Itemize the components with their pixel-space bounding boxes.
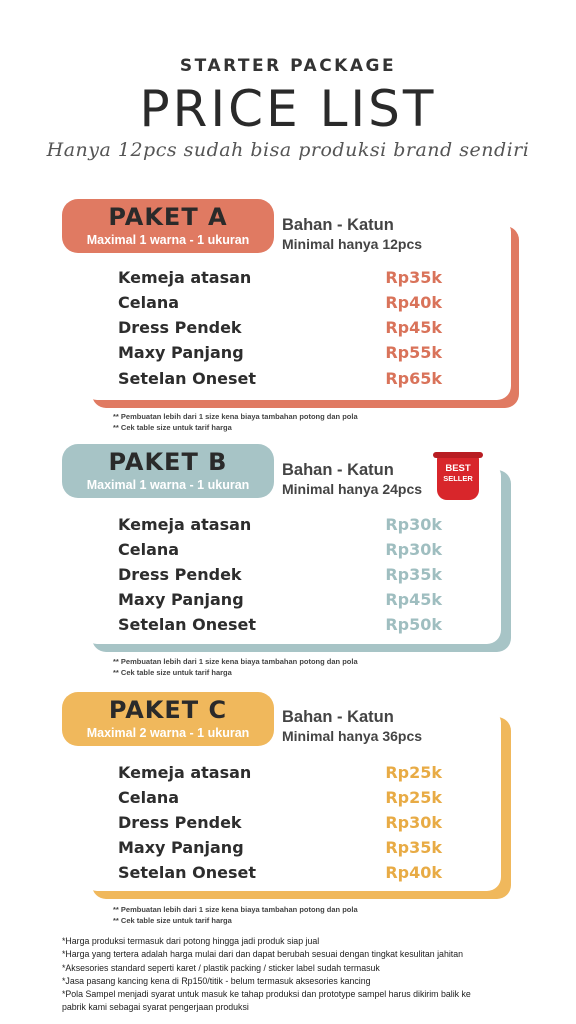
- list-item: [118, 813, 448, 835]
- package-a-badge: [62, 199, 274, 253]
- item-label: Celana: [118, 788, 180, 807]
- item-price: Rp40k: [385, 863, 442, 882]
- package-c-fabric: Bahan - Katun: [282, 708, 394, 726]
- package-c-name: PAKET C: [108, 696, 228, 724]
- list-item: [118, 838, 448, 860]
- item-price: Rp35k: [385, 565, 442, 584]
- item-price: Rp40k: [385, 293, 442, 312]
- footnote-line: pabrik kami sebagai syarat pengerjaan produksi: [62, 1002, 249, 1013]
- list-item: [118, 515, 448, 537]
- package-b-fabric: Bahan - Katun: [282, 461, 394, 479]
- best-seller-badge: [433, 452, 483, 502]
- page-title: PRICE LIST: [139, 80, 437, 138]
- footnote-line: *Aksesories standard seperti karet / plastik packing / sticker label sudah termasuk: [62, 962, 380, 973]
- badge-line-2: SELLER: [443, 474, 473, 483]
- package-a-fabric: Bahan - Katun: [282, 216, 394, 234]
- item-price: Rp45k: [385, 318, 442, 337]
- footnote-line: *Pola Sampel menjadi syarat untuk masuk ke tahap produksi dan prototype sampel harus dikirim balik ke: [62, 989, 471, 1000]
- package-a-minimum: Minimal hanya 12pcs: [282, 236, 423, 252]
- item-label: Dress Pendek: [118, 813, 242, 832]
- list-item: [118, 318, 448, 340]
- badge-body: [437, 456, 479, 500]
- item-price: Rp30k: [385, 515, 442, 534]
- package-c-subtitle: Maximal 2 warna - 1 ukuran: [86, 726, 250, 740]
- tagline: Hanya 12pcs sudah bisa produksi brand sendiri: [46, 139, 530, 161]
- package-a-subtitle: Maximal 1 warna - 1 ukuran: [86, 233, 250, 247]
- item-price: Rp25k: [385, 788, 442, 807]
- item-price: Rp30k: [385, 540, 442, 559]
- package-c-badge: [62, 692, 274, 746]
- package-c-note: ** Cek table size untuk tarif harga: [113, 916, 232, 925]
- package-b-subtitle: Maximal 1 warna - 1 ukuran: [86, 478, 250, 492]
- item-price: Rp55k: [385, 343, 442, 362]
- item-label: Celana: [118, 540, 180, 559]
- item-label: Maxy Panjang: [118, 343, 244, 362]
- list-item: [118, 863, 448, 885]
- item-label: Setelan Oneset: [118, 615, 256, 634]
- item-label: Celana: [118, 293, 180, 312]
- footnote-line: *Harga produksi termasuk dari potong hingga jadi produk siap jual: [62, 936, 320, 946]
- item-label: Maxy Panjang: [118, 838, 244, 857]
- package-c-note: ** Pembuatan lebih dari 1 size kena biaya tambahan potong dan pola: [113, 905, 358, 914]
- item-price: Rp65k: [385, 369, 442, 388]
- item-label: Kemeja atasan: [118, 515, 252, 534]
- package-b-badge: [62, 444, 274, 498]
- list-item: [118, 540, 448, 562]
- item-price: Rp25k: [385, 763, 442, 782]
- package-c-minimum: Minimal hanya 36pcs: [282, 728, 423, 744]
- package-b-minimum: Minimal hanya 24pcs: [282, 481, 423, 497]
- package-b-name: PAKET B: [108, 448, 228, 476]
- item-label: Dress Pendek: [118, 318, 242, 337]
- item-price: Rp50k: [385, 615, 442, 634]
- item-label: Setelan Oneset: [118, 369, 256, 388]
- item-price: Rp35k: [385, 268, 442, 287]
- item-label: Dress Pendek: [118, 565, 242, 584]
- list-item: [118, 293, 448, 315]
- item-label: Setelan Oneset: [118, 863, 256, 882]
- list-item: [118, 763, 448, 785]
- badge-top: [433, 452, 483, 458]
- badge-line-1: BEST: [445, 463, 471, 474]
- item-price: Rp30k: [385, 813, 442, 832]
- footnote-line: *Jasa pasang kancing kena di Rp150/titik - belum termasuk aksesories kancing: [62, 975, 371, 986]
- package-a-name: PAKET A: [108, 203, 228, 231]
- item-price: Rp35k: [385, 838, 442, 857]
- footnote-line: *Harga yang tertera adalah harga mulai dari dan dapat berubah sesuai dengan tingkat kesulitan jahitan: [62, 949, 464, 960]
- list-item: [118, 268, 448, 290]
- item-label: Kemeja atasan: [118, 763, 252, 782]
- list-item: [118, 369, 448, 391]
- item-label: Kemeja atasan: [118, 268, 252, 287]
- footnotes: [62, 935, 532, 1015]
- eyebrow-text: STARTER PACKAGE: [179, 56, 397, 76]
- item-label: Maxy Panjang: [118, 590, 244, 609]
- list-item: [118, 590, 448, 612]
- list-item: [118, 615, 448, 637]
- package-b-note: ** Pembuatan lebih dari 1 size kena biaya tambahan potong dan pola: [113, 657, 358, 666]
- list-item: [118, 788, 448, 810]
- package-b-note: ** Cek table size untuk tarif harga: [113, 668, 232, 677]
- list-item: [118, 565, 448, 587]
- item-price: Rp45k: [385, 590, 442, 609]
- package-a-note: ** Pembuatan lebih dari 1 size kena biaya tambahan potong dan pola: [113, 412, 358, 421]
- list-item: [118, 343, 448, 365]
- package-a-note: ** Cek table size untuk tarif harga: [113, 423, 232, 432]
